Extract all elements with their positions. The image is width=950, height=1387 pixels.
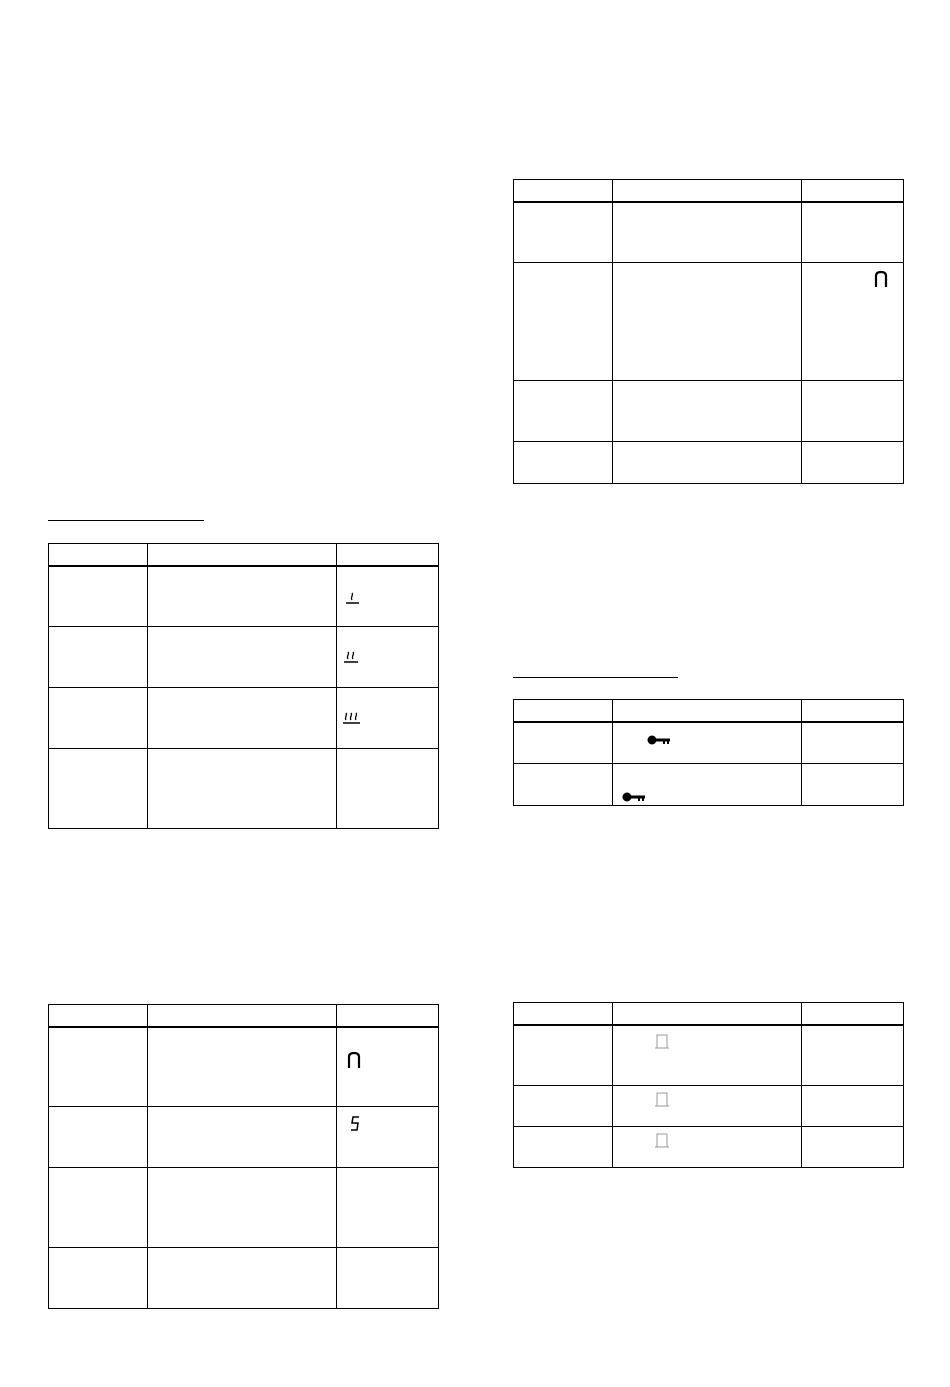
table-cell [49,749,148,829]
table-cell [148,566,337,627]
table-row [49,1107,439,1168]
table-header-row [514,1003,904,1025]
table-cell [49,1168,148,1248]
table-header-row [514,180,904,202]
blank-segment-icon [655,1033,669,1049]
table-cell [148,688,337,749]
table-row [514,442,904,484]
table-cell [613,1086,802,1127]
header-cell [148,544,337,566]
heat-level-1-icon [345,592,361,606]
header-cell [514,1003,613,1025]
table-cell [148,1027,337,1107]
table-cell [613,381,802,442]
table-cell [514,722,613,764]
table-cell [613,1127,802,1168]
table-cell [337,627,439,688]
table-row [49,566,439,627]
header-cell [49,1005,148,1027]
table-cell [337,1027,439,1107]
table-cell [514,202,613,263]
table-cell [802,1025,904,1086]
table-cell [49,1027,148,1107]
table-header-row [49,1005,439,1027]
heat-level-3-icon [342,712,362,726]
table-cell [802,381,904,442]
key-icon [622,791,646,803]
header-cell [802,1003,904,1025]
header-cell [337,1005,439,1027]
header-cell [337,544,439,566]
table-row [514,1127,904,1168]
table-row [514,202,904,263]
table-cell [49,1248,148,1309]
table-cell [802,263,904,381]
table-cell [514,1086,613,1127]
table-cell [802,722,904,764]
table-row [514,381,904,442]
table-cell [802,1086,904,1127]
table-row [514,263,904,381]
header-cell [613,1003,802,1025]
table-header-row [514,700,904,722]
table-row [49,627,439,688]
seven-segment-5-icon [349,1115,361,1133]
blank-segment-icon [655,1091,669,1107]
table-cell [49,566,148,627]
table-cell [337,1168,439,1248]
table-cell [49,688,148,749]
heat-level-2-icon [343,651,361,665]
table-cell [613,263,802,381]
header-cell [613,180,802,202]
table-cell [802,442,904,484]
table-row [514,1086,904,1127]
table-row [49,1027,439,1107]
section-heading-underline-right [513,677,678,678]
table-cell [337,1107,439,1168]
table-cell [613,202,802,263]
table-row [514,764,904,806]
table-row [49,749,439,829]
section-heading-underline-left [48,520,204,521]
table-cell [613,1025,802,1086]
seven-segment-n-icon [347,1051,361,1069]
table-display-codes [48,1004,439,1309]
table-cell [337,749,439,829]
table-cell [148,1107,337,1168]
seven-segment-n-icon [874,270,888,288]
key-icon [647,734,671,746]
header-cell [802,180,904,202]
table-heat-levels [48,543,439,829]
table-cell [337,1248,439,1309]
table-header-row [49,544,439,566]
table-cell [514,764,613,806]
table-indicators [513,1002,904,1168]
table-cell [148,749,337,829]
header-cell [802,700,904,722]
table-cell [613,764,802,806]
table-cell [514,442,613,484]
table-row [514,722,904,764]
table-cell [49,627,148,688]
table-cell [49,1107,148,1168]
table-cell [802,1127,904,1168]
blank-segment-icon [655,1132,669,1148]
table-row [514,1025,904,1086]
table-cell [802,202,904,263]
header-cell [148,1005,337,1027]
table-key-lock [513,699,904,806]
header-cell [49,544,148,566]
header-cell [514,700,613,722]
table-cell [148,1168,337,1248]
table-row [49,1168,439,1248]
table-cell [613,722,802,764]
table-cell [148,627,337,688]
table-cell [613,442,802,484]
table-cell [337,566,439,627]
table-cell [148,1248,337,1309]
table-cell [514,1025,613,1086]
header-cell [514,180,613,202]
table-cell [337,688,439,749]
table-row [49,688,439,749]
table-status-display [513,179,904,484]
header-cell [613,700,802,722]
table-row [49,1248,439,1309]
table-cell [514,381,613,442]
table-cell [514,1127,613,1168]
table-cell [514,263,613,381]
table-cell [802,764,904,806]
